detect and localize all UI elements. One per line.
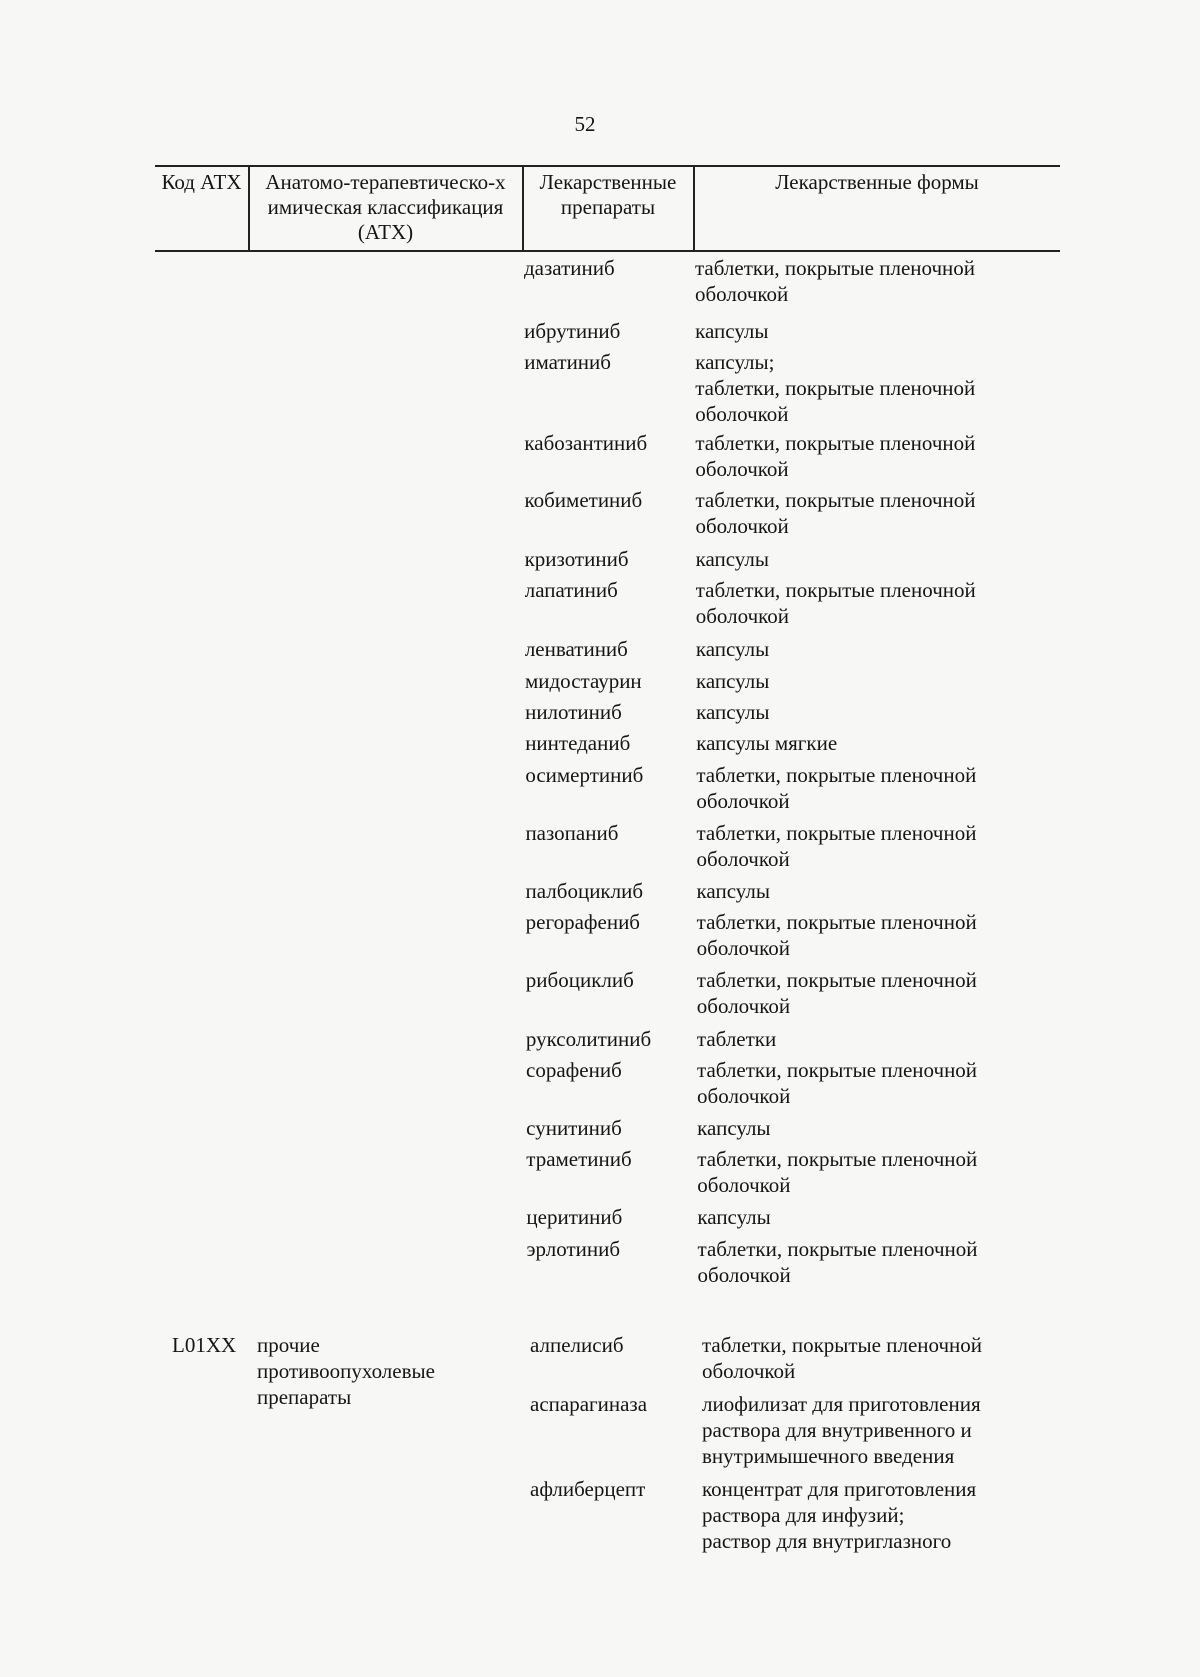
drug-forms — [697, 909, 977, 961]
drug-form-line: внутримышечного введения — [702, 1444, 955, 1468]
header-drugs-line: Лекарственные — [539, 170, 677, 194]
drug-form-line: оболочкой — [695, 514, 789, 538]
drug-name: кризотиниб — [524, 547, 629, 571]
drug-name: кобиметиниб — [524, 488, 643, 512]
drug-form-line: раствора для внутривенного и — [702, 1418, 972, 1442]
group-code: L01XX — [172, 1333, 237, 1357]
drug-form-line: оболочкой — [695, 604, 789, 628]
drug-form-line: оболочкой — [695, 282, 789, 306]
drug-form-line: капсулы — [695, 669, 770, 693]
drug-form-line: таблетки, покрытые пленочной — [695, 578, 976, 602]
drug-form-line: таблетки, покрытые пленочной — [695, 431, 976, 455]
drug-name: руксолитиниб — [525, 1027, 652, 1051]
drug-form-line: оболочкой — [697, 1084, 791, 1108]
drug-form-line: капсулы — [696, 879, 770, 903]
drug-form-line: таблетки, покрытые пленочной — [697, 1058, 978, 1082]
drug-form-line: таблетки, покрытые пленочной — [696, 821, 977, 845]
drug-form-line: таблетки, покрытые пленочной — [697, 1147, 978, 1171]
drug-name: осимертиниб — [525, 763, 644, 787]
drug-forms — [696, 668, 769, 694]
drug-form-line: таблетки, покрытые пленочной — [696, 763, 977, 787]
header-classification-line: Анатомо-терапевтическо-х — [265, 170, 506, 194]
drug-form-line: таблетки, покрытые пленочной — [696, 910, 977, 934]
table-top-rule — [155, 165, 1060, 167]
drug-forms — [697, 967, 977, 1019]
drug-forms — [697, 1115, 770, 1141]
drug-name: сунитиниб — [526, 1116, 622, 1140]
drug-name: церитиниб — [526, 1205, 623, 1229]
drug-forms — [702, 1476, 976, 1554]
drug-name: эрлотиниб — [526, 1237, 621, 1261]
drug-forms — [697, 1057, 977, 1109]
header-drugs — [523, 170, 693, 220]
drug-forms — [696, 699, 769, 725]
drug-form-line: раствор для внутриглазного — [702, 1529, 952, 1553]
drug-name: пазопаниб — [525, 821, 619, 845]
drug-name: ибрутиниб — [524, 319, 621, 343]
drug-forms — [696, 577, 976, 629]
drug-forms — [696, 820, 976, 872]
drug-form-line: капсулы — [696, 700, 770, 724]
drug-forms — [697, 878, 770, 904]
drug-name: афлиберцепт — [530, 1477, 646, 1501]
drug-form-line: таблетки, покрытые пленочной — [696, 968, 977, 992]
drug-forms — [697, 1146, 977, 1198]
drug-forms — [695, 318, 768, 344]
drug-form-line: лиофилизат для приготовления — [702, 1392, 981, 1416]
drug-name: мидостаурин — [524, 669, 642, 693]
drug-forms — [695, 349, 975, 427]
drug-forms — [696, 636, 769, 662]
drug-form-line: капсулы — [695, 319, 769, 343]
drug-name: траметиниб — [526, 1147, 632, 1171]
drug-name: ленватиниб — [524, 637, 628, 661]
drug-form-line: таблетки, покрытые пленочной — [695, 488, 976, 512]
drug-form-line: оболочкой — [696, 994, 791, 1018]
drug-form-line: капсулы — [695, 637, 770, 661]
drug-forms — [696, 762, 976, 814]
drug-form-line: капсулы — [697, 1116, 771, 1140]
drug-name: нинтеданиб — [525, 731, 631, 755]
drug-form-line: таблетки, покрытые пленочной — [697, 1237, 978, 1261]
drug-name: рибоциклиб — [525, 968, 634, 992]
drug-form-line: капсулы — [697, 1205, 771, 1229]
drug-forms — [702, 1332, 982, 1384]
drug-form-line: оболочкой — [695, 402, 789, 426]
drug-form-line: оболочкой — [696, 847, 790, 871]
group-classification-line: препараты — [257, 1385, 352, 1409]
drug-name: лапатиниб — [524, 578, 618, 602]
drug-form-line: капсулы мягкие — [696, 731, 838, 755]
drug-form-line: капсулы; — [695, 350, 775, 374]
drug-form-line: таблетки, покрытые пленочной — [695, 376, 976, 400]
header-classification-line: имическая классификация — [267, 195, 504, 219]
drug-forms — [695, 430, 975, 482]
drug-forms — [697, 1026, 776, 1052]
drug-form-line: оболочкой — [702, 1359, 796, 1383]
drug-form-line: таблетки — [696, 1027, 777, 1051]
header-classification — [249, 170, 522, 245]
drug-form-line: оболочкой — [696, 789, 790, 813]
drug-name: кабозантиниб — [524, 431, 648, 455]
group-classification — [257, 1332, 435, 1410]
drug-form-line: капсулы — [695, 547, 769, 571]
drug-form-line: оболочкой — [697, 1173, 791, 1197]
group-classification-line: прочие — [257, 1333, 320, 1357]
drug-forms — [696, 546, 769, 572]
drug-form-line: оболочкой — [696, 936, 790, 960]
drug-name: аспарагиназа — [530, 1392, 648, 1416]
drug-name: алпелисиб — [530, 1333, 624, 1357]
drug-form-line: оболочкой — [695, 457, 789, 481]
drug-form-line: концентрат для приготовления — [702, 1477, 977, 1501]
drug-name: регорафениб — [525, 910, 640, 934]
group-classification-line: противоопухолевые — [257, 1359, 435, 1383]
drug-name: сорафениб — [526, 1058, 622, 1082]
header-drugs-line: препараты — [560, 195, 656, 219]
drug-forms — [696, 730, 837, 756]
header-forms: Лекарственные формы — [775, 170, 979, 194]
drug-name: иматиниб — [524, 350, 611, 374]
table-header-rule — [155, 250, 1060, 252]
drug-name: палбоциклиб — [525, 879, 644, 903]
drug-forms — [697, 1204, 770, 1230]
page-number: 52 — [574, 112, 596, 136]
drug-forms — [695, 255, 975, 307]
header-code: Код АТХ — [161, 170, 242, 194]
header-classification-line: (АТХ) — [357, 220, 414, 244]
drug-name: дазатиниб — [524, 256, 615, 280]
drug-forms — [695, 487, 975, 539]
drug-forms — [698, 1236, 978, 1288]
drug-form-line: оболочкой — [697, 1263, 791, 1287]
drug-form-line: раствора для инфузий; — [702, 1503, 905, 1527]
drug-forms — [702, 1391, 981, 1469]
drug-form-line: таблетки, покрытые пленочной — [695, 256, 976, 280]
drug-form-line: таблетки, покрытые пленочной — [702, 1333, 983, 1357]
drug-name: нилотиниб — [525, 700, 622, 724]
